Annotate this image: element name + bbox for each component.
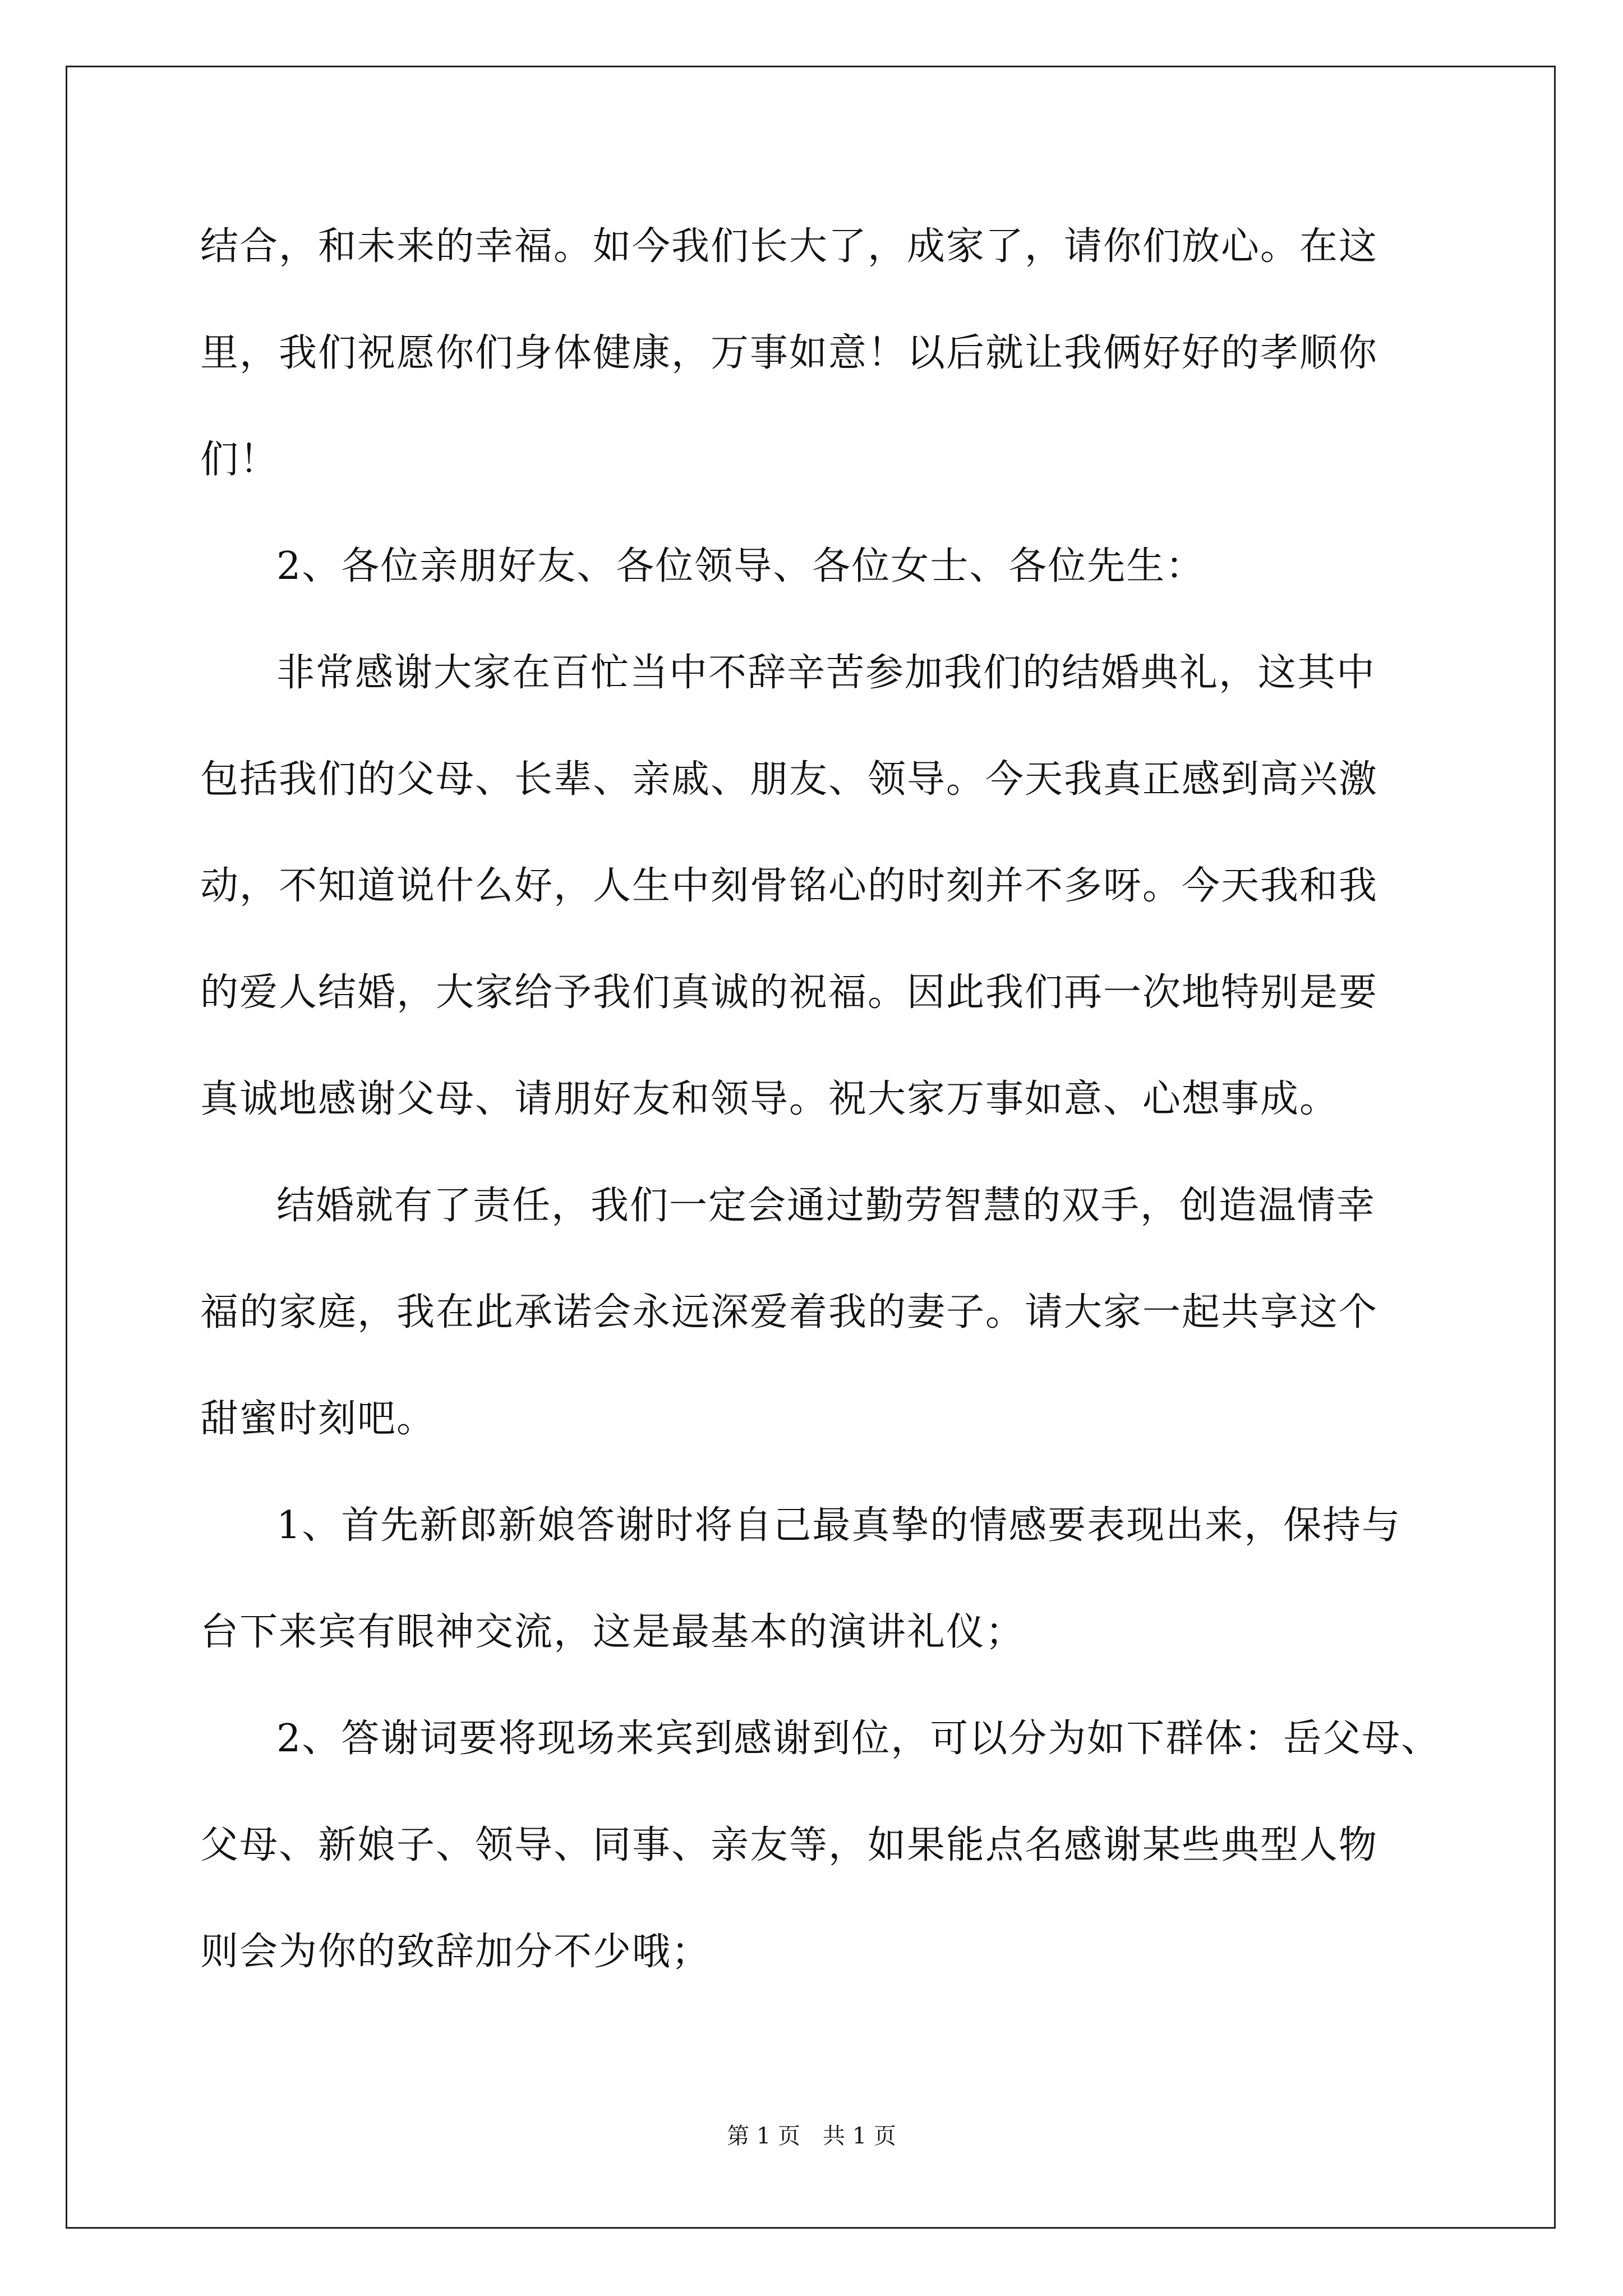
text-line: 真诚地感谢父母、请朋好友和领导。祝大家万事如意、心想事成。 xyxy=(200,1077,1339,1121)
paragraph-start: 结婚就有了责任，我们一定会通过勤劳智慧的双手，创造温情幸 xyxy=(276,1184,1376,1228)
page-number-footer: 第 1 页 共 1 页 xyxy=(727,2123,896,2149)
text-line: 甜蜜时刻吧。 xyxy=(200,1397,436,1441)
text-line: 父母、新娘子、领导、同事、亲友等，如果能点名感谢某些典型人物 xyxy=(200,1823,1378,1867)
paragraph-start: 1、首先新郎新娘答谢时将自己最真挚的情感要表现出来，保持与 xyxy=(276,1503,1401,1548)
paragraph-start: 非常感谢大家在百忙当中不辞辛苦参加我们的结婚典礼，这其中 xyxy=(276,651,1376,695)
text-line: 们！ xyxy=(200,438,279,482)
text-line: 福的家庭，我在此承诺会永远深爱着我的妻子。请大家一起共享这个 xyxy=(200,1290,1378,1335)
document-body xyxy=(200,213,1441,2025)
text-line: 里，我们祝愿你们身体健康，万事如意！以后就让我俩好好的孝顺你 xyxy=(200,331,1378,375)
text-line: 动，不知道说什么好，人生中刻骨铭心的时刻并不多呀。今天我和我 xyxy=(200,864,1378,908)
paragraph-start: 2、答谢词要将现场来宾到感谢到位，可以分为如下群体：岳父母、 xyxy=(276,1717,1441,1761)
text-line: 的爱人结婚，大家给予我们真诚的祝福。因此我们再一次地特别是要 xyxy=(200,970,1378,1015)
paragraph-start: 2、各位亲朋好友、各位领导、各位女士、各位先生： xyxy=(276,544,1205,588)
text-line: 结合，和未来的幸福。如今我们长大了，成家了，请你们放心。在这 xyxy=(200,224,1378,269)
text-line: 台下来宾有眼神交流，这是最基本的演讲礼仪； xyxy=(200,1610,1025,1654)
text-line: 则会为你的致辞加分不少哦； xyxy=(200,1930,711,1974)
text-line: 包括我们的父母、长辈、亲戚、朋友、领导。今天我真正感到高兴激 xyxy=(200,757,1378,802)
